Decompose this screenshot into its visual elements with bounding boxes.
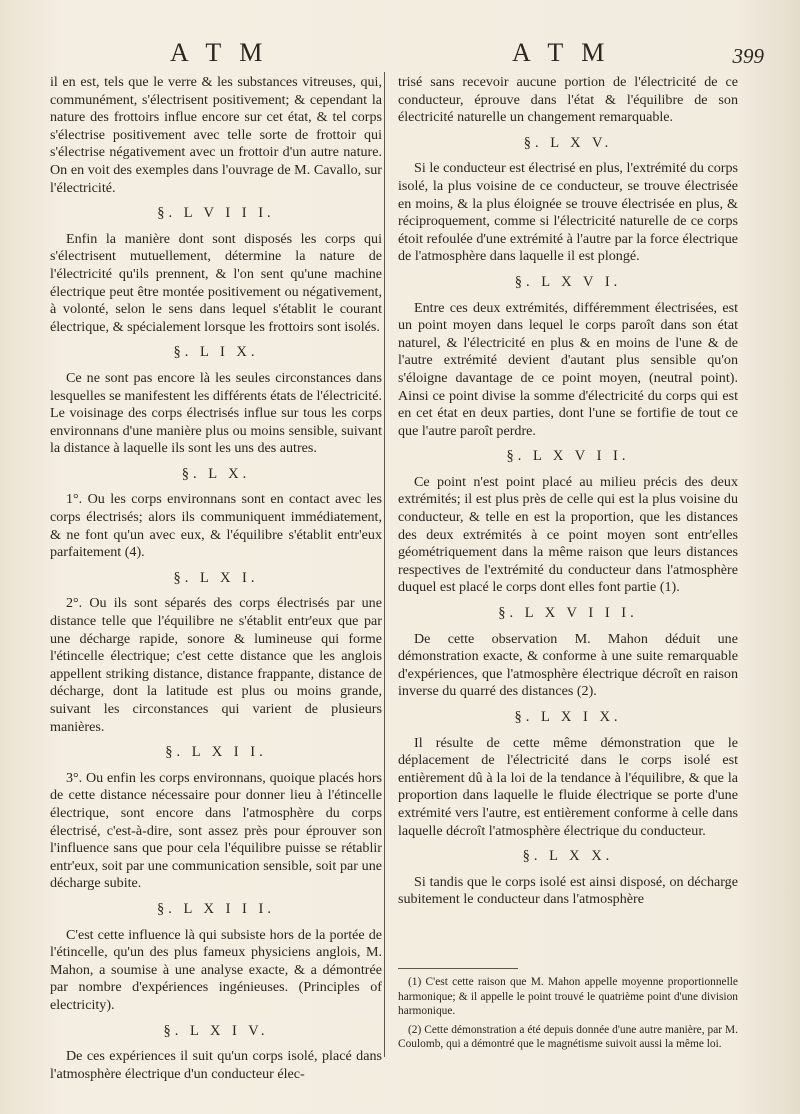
- section-heading: §. L X I V.: [163, 1022, 269, 1039]
- section-heading: §. L X.: [181, 465, 251, 482]
- paragraph: Il résulte de cette même démonstration que le déplacement de l'électricité dans le corps isolé est entièrement dû à la loi de la tendance à l'équilibre, & que la proportion dans laquelle le fluide électrique se porte d'une extrémité vers l'autre, est entièrement conforme à celle dans laquelle décroît l'atmosphère électrique du conducteur.: [398, 734, 738, 839]
- paragraph: il en est, tels que le verre & les substances vitreuses, qui, communément, s'électrisent positivement; & cependant la nature des frottoirs influe encore sur cet état, & tel corps s'électrise positivement avec telle sorte de frottoir qui s'électrise négativement avec un frottoir d'un autre nature. On en voit des exemples dans l'ouvrage de M. Cavallo, sur l'électricité.: [50, 74, 382, 196]
- running-head-right: A T M: [512, 38, 611, 67]
- paragraph: C'est cette influence là qui subsiste hors de la portée de l'étincelle, qu'un des plus fameux physiciens anglois, M. Mahon, a soumise à une analyse exacte, & a démontrée par nombre d'expériences ingénieuses. (Principles of electricity).: [50, 926, 382, 1013]
- paragraph: 1°. Ou les corps environnans sont en contact avec les corps électrisés; alors ils communiquent immédiatement, & ne font qu'un avec eux, & l'équilibre s'établit entr'eux parfaitement (4).: [50, 491, 382, 561]
- paragraph: Ce ne sont pas encore là les seules circonstances dans lesquelles se manifestent les différents états de l'électricité. Le voisinage des corps électrisés influe sur tous les corps environnans d'une manière plus ou moins sensible, suivant la distance à laquelle ils sont les uns des autres.: [50, 369, 382, 457]
- running-head-left: A T M: [170, 38, 269, 67]
- section-heading: §. L X I.: [173, 569, 259, 586]
- paragraph: Entre ces deux extrémités, différemment électrisées, est un point moyen dans lequel le corps paroît dans son état naturel, & l'électricité en plus & en moins de l'une & de l'autre extrémité devient d'autant plus sensible qu'on s'éloigne davantage de ce point moyen, (neutral point). Ainsi ce point divise la somme d'électricité du corps qui est en cet état en deux parties, dont l'une se fortifie de tout ce que l'autre paroît perdre.: [398, 299, 738, 439]
- footnote: (2) Cette démonstration a été depuis donnée d'une autre manière, par M. Coulomb, qui a démontré que le magnétisme suivoit aussi la même loi.: [398, 1023, 738, 1051]
- paragraph: trisé sans recevoir aucune portion de l'électricité de ce conducteur, éprouve dans l'état & l'équilibre de son électricité naturelle un changement remarquable.: [398, 74, 738, 126]
- section-heading: §. L V I I I.: [157, 205, 275, 222]
- page-number: 399: [732, 44, 764, 68]
- paragraph: Si tandis que le corps isolé est ainsi disposé, on décharge subitement le conducteur dans l'atmosphère: [398, 873, 738, 908]
- section-heading: §. L X I I I.: [157, 900, 275, 917]
- section-heading: §. L X X.: [522, 848, 614, 865]
- section-heading: §. L X V I I I.: [498, 605, 638, 622]
- paragraph: Enfin la manière dont sont disposés les corps qui s'électrisent mutuellement, détermine la nature de l'électricité qu'ils prennent, & l'on sent qu'une machine électrique peut être montée positivement ou négativement, à volonté, selon le sens dans lequel s'établit le courant électrique, & spécialement lorsque les frottoirs sont isolés.: [50, 230, 382, 335]
- paragraph: De cette observation M. Mahon déduit une démonstration exacte, & conforme à une suite remarquable d'expériences, que l'atmosphère électrique décroît en raison inverse du quarré des distances (2).: [398, 630, 738, 700]
- footnote: (1) C'est cette raison que M. Mahon appelle moyenne proportionnelle harmonique; & il appelle le point trouvé le quatrième point d'une division harmonique.: [398, 976, 738, 1018]
- column-divider: [384, 72, 385, 1057]
- paragraph: Si le conducteur est électrisé en plus, l'extrémité du corps isolé, la plus voisine de ce conducteur, se trouve électrisée en moins, & la plus éloignée se trouve électrisée en plus, & réciproquement, comme si l'électricité naturelle de ce corps étoit refoulée d'une extrémité à l'autre par la force électrique de l'atmosphère dans laquelle il est plongé.: [398, 160, 738, 265]
- section-heading: §. L X V I I.: [506, 448, 630, 465]
- paragraph: Ce point n'est point placé au milieu précis des deux extrémités; il est plus près de celle qui est la plus voisine du conducteur, & telle en est la proportion, que les distances des deux extrémités à ce point moyen sont entr'elles géométriquement dans la même raison que leurs distances respectives de l'extrémité du conducteur dans l'atmosphère duquel est placé le corps dont elles font partie (1).: [398, 473, 738, 596]
- right-column: [398, 74, 738, 909]
- footnote-rule: [398, 968, 518, 969]
- paragraph: 2°. Ou ils sont séparés des corps électrisés par une distance telle que l'équilibre ne s'établit entr'eux que par une décharge rapide, sonore & lumineuse qui forme l'étincelle électrique; c'est cette distance que les anglois appellent striking distance, distance frappante, distance de décharge, dont la latitude est plus ou moins grande, suivant les circonstances qui varient de plusieurs manières.: [50, 595, 382, 735]
- left-column: [50, 74, 382, 1083]
- paragraph: De ces expériences il suit qu'un corps isolé, placé dans l'atmosphère électrique d'un conducteur élec-: [50, 1048, 382, 1082]
- section-heading: §. L I X.: [173, 344, 259, 361]
- section-heading: §. L X I I.: [165, 744, 267, 761]
- footnotes: [398, 968, 738, 1056]
- paragraph: 3°. Ou enfin les corps environnans, quoique placés hors de cette distance nécessaire pour donner lieu à l'étincelle électrique, sont encore dans l'atmosphère du corps électrisé, c'est-à-dire, sont assez près pour éprouver son l'influence sans que pour cela l'équilibre puisse se rétablir entr'eux, soit par une communication sensible, soit par une décharge subite.: [50, 769, 382, 892]
- section-heading: §. L X V I.: [514, 273, 622, 290]
- section-heading: §. L X V.: [523, 134, 613, 151]
- section-heading: §. L X I X.: [514, 709, 622, 725]
